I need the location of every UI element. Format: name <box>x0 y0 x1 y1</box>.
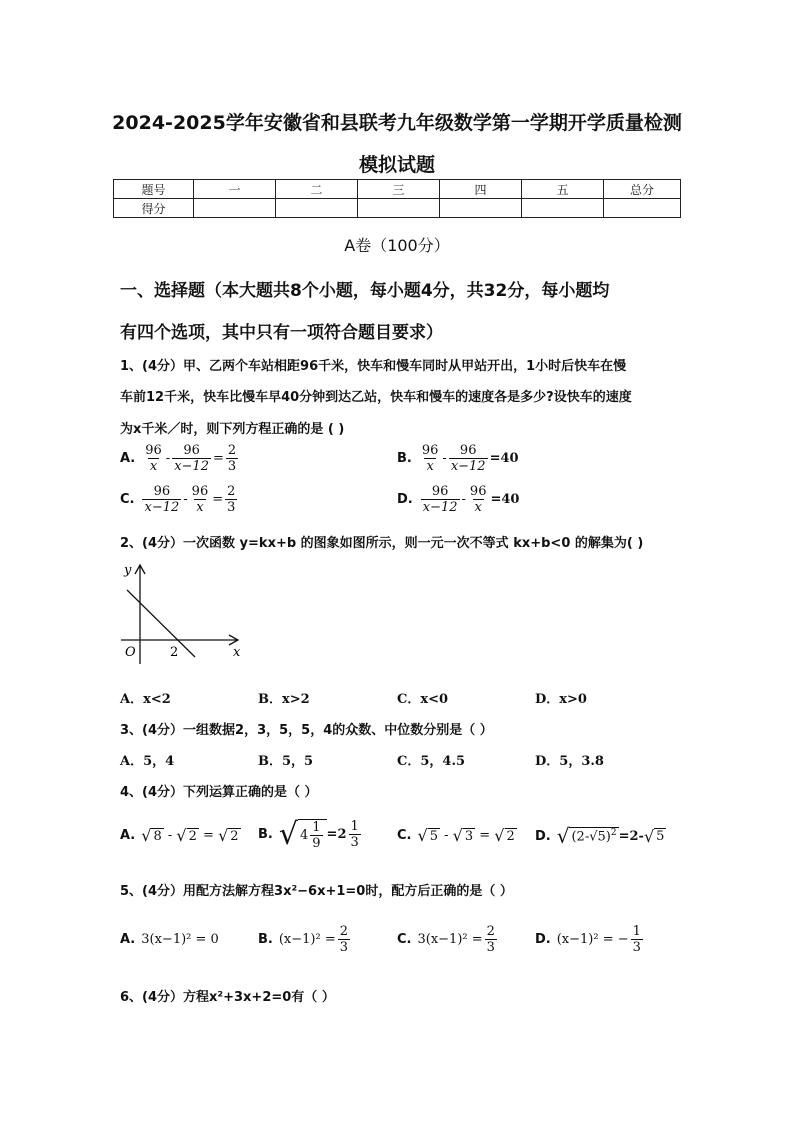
option-label: D. <box>535 932 551 947</box>
question-1-line2: 车前12千米，快车比慢车早40分钟到达乙站，快车和慢车的速度各是多少?设快车的速度 <box>120 390 632 405</box>
whole-number: 4 <box>299 827 309 843</box>
minus-sign: - <box>461 492 466 507</box>
q1-option-b[interactable] <box>397 443 519 474</box>
y-axis-label: y <box>124 563 132 578</box>
radical-sign: √ <box>278 817 298 852</box>
radicand: 2 <box>188 828 197 844</box>
radicand: 2 <box>230 828 239 844</box>
option-label: B. <box>258 827 273 842</box>
score-input-cell[interactable] <box>276 199 358 218</box>
x-axis-label: x <box>233 645 241 660</box>
option-expression: 3(x−1)² = 0 <box>141 932 219 947</box>
denominator: 3 <box>227 500 236 515</box>
fraction <box>449 443 488 474</box>
numerator: 2 <box>227 484 236 499</box>
numerator: 96 <box>421 443 439 458</box>
denominator: 3 <box>227 459 237 474</box>
function-line <box>127 590 195 657</box>
option-label: C. <box>397 932 412 947</box>
q4-option-a[interactable]: A. √ 8 - √ 2 = √ 2 <box>120 826 239 845</box>
q1-option-d[interactable] <box>397 484 519 515</box>
radicand <box>298 819 327 851</box>
q3-option-d[interactable]: D．5，3.8 <box>535 754 604 769</box>
equals-sign: = <box>212 492 224 507</box>
option-expression: (x−1)² = <box>278 932 336 947</box>
table-cell: 一 <box>194 180 276 199</box>
fraction <box>142 484 181 515</box>
option-label: D. <box>535 828 551 844</box>
q2-option-c[interactable]: C．x<0 <box>397 692 449 707</box>
score-table <box>113 179 681 218</box>
denominator: 3 <box>350 835 359 850</box>
option-expression: (x−1)² = − <box>556 932 629 947</box>
denominator: 9 <box>312 835 321 851</box>
numerator: 96 <box>459 443 477 458</box>
table-cell: 三 <box>358 180 440 199</box>
fraction <box>226 443 238 474</box>
linear-function-graph <box>115 560 250 665</box>
section-heading-cont: 有四个选项，其中只有一项符合题目要求） <box>120 323 443 343</box>
numerator: 96 <box>145 443 162 458</box>
q3-option-c[interactable]: C．5，4.5 <box>397 754 466 769</box>
q5-option-a[interactable] <box>120 932 219 947</box>
q1-option-a[interactable] <box>120 443 240 474</box>
minus-sign: - <box>442 451 447 466</box>
fraction <box>420 443 441 474</box>
radical-sign: √ <box>176 826 187 845</box>
denominator: x <box>196 500 204 515</box>
question-2: 2、(4分）一次函数 y=kx+b 的图象如图所示，则一元一次不等式 kx+b<0 的解集为( ) <box>120 536 644 551</box>
fraction <box>143 443 164 474</box>
section-a-heading: A卷（100分） <box>344 236 450 255</box>
table-cell: 四 <box>440 180 522 199</box>
q2-option-a[interactable]: A．x<2 <box>120 692 171 707</box>
question-1-line3: 为x千米／时，则下列方程正确的是 ( ) <box>120 422 345 437</box>
q5-option-b[interactable] <box>258 924 352 955</box>
fraction <box>310 820 322 851</box>
option-label: C. <box>120 492 135 507</box>
fraction <box>421 484 460 515</box>
fraction <box>349 819 361 850</box>
q1-option-c[interactable] <box>120 484 239 515</box>
table-row <box>114 180 681 199</box>
numerator: 2 <box>339 924 349 939</box>
question-4: 4、(4分）下列运算正确的是（ ） <box>120 785 318 800</box>
q4-option-b[interactable] <box>258 817 363 852</box>
page-subtitle: 模拟试题 <box>358 154 435 176</box>
radical-sign: √ <box>494 826 505 845</box>
denominator: 3 <box>339 940 349 955</box>
radical-sign: √ <box>141 826 152 845</box>
fraction <box>485 924 497 955</box>
page-title: 2024-2025学年安徽省和县联考九年级数学第一学期开学质量检测 <box>112 112 682 134</box>
denominator: 3 <box>632 940 641 955</box>
q5-option-c[interactable] <box>397 924 499 955</box>
fraction <box>468 484 489 515</box>
score-input-cell[interactable] <box>522 199 604 218</box>
radicand: 5 <box>656 829 665 844</box>
option-label: B. <box>397 451 412 466</box>
table-row <box>114 199 681 218</box>
radicand: 3 <box>464 828 474 844</box>
option-label: A. <box>120 932 136 947</box>
equals-forty: =40 <box>489 451 519 466</box>
table-cell: 五 <box>522 180 604 199</box>
denominator: x−12 <box>174 459 209 474</box>
denominator: x <box>426 459 434 474</box>
table-cell: 总分 <box>604 180 681 199</box>
fraction <box>190 484 211 515</box>
x-intercept-label: 2 <box>170 645 179 660</box>
q4-option-d[interactable] <box>535 824 666 848</box>
exponent: 2 <box>610 828 617 839</box>
radical-sign: √ <box>556 824 570 848</box>
numerator: 2 <box>227 443 237 458</box>
right-hand-side: =2- <box>618 828 644 844</box>
question-6: 6、(4分）方程x²+3x+2=0有（ ） <box>120 990 335 1005</box>
radicand-inner: (2-√5) <box>571 829 611 845</box>
equals-two: =2 <box>326 827 347 842</box>
question-1-line1: 1、(4分）甲、乙两个车站相距96千米，快车和慢车同时从甲站开出，1小时后快车在慢 <box>120 359 627 374</box>
numerator: 96 <box>153 484 171 499</box>
fraction <box>338 924 350 955</box>
numerator: 1 <box>632 924 641 939</box>
radicand: 8 <box>153 828 162 844</box>
radicand: 2 <box>506 828 515 844</box>
option-label: A. <box>120 451 136 466</box>
option-expression: 3(x−1)² = <box>417 932 483 947</box>
table-cell: 二 <box>276 180 358 199</box>
fraction <box>225 484 237 515</box>
denominator: x−12 <box>450 459 486 474</box>
question-3: 3、(4分）一组数据2，3，5，5，4的众数、中位数分别是（ ） <box>120 723 493 738</box>
score-input-cell[interactable] <box>604 199 681 218</box>
option-label: A. <box>120 828 136 843</box>
numerator: 1 <box>350 819 359 834</box>
option-label: C. <box>397 828 412 843</box>
table-cell: 得分 <box>114 199 194 218</box>
q3-option-a[interactable]: A．5，4 <box>120 754 175 769</box>
denominator: x−12 <box>422 500 458 515</box>
numerator: 2 <box>486 924 495 939</box>
radical-sign: √ <box>643 826 655 846</box>
radical-sign: √ <box>218 826 229 845</box>
numerator: 1 <box>312 819 321 835</box>
table-cell: 题号 <box>114 180 194 199</box>
denominator: x <box>474 500 482 515</box>
numerator: 96 <box>183 443 200 458</box>
q2-option-d[interactable]: D．x>0 <box>535 692 587 707</box>
question-5: 5、(4分）用配方法解方程3x²−6x+1=0时，配方后正确的是（ ） <box>120 884 513 899</box>
fraction <box>172 443 211 474</box>
score-input-cell[interactable] <box>194 199 276 218</box>
score-input-cell[interactable] <box>440 199 522 218</box>
numerator: 96 <box>431 484 449 499</box>
numerator: 96 <box>469 484 487 499</box>
minus-sign: - <box>183 492 188 507</box>
q3-option-b[interactable]: B．5，5 <box>258 754 314 769</box>
q4-option-c[interactable]: C. √ 5 - √ 3 = √ 2 <box>397 826 515 845</box>
option-label: B. <box>258 932 273 947</box>
minus-sign: - <box>165 451 171 466</box>
score-input-cell[interactable] <box>358 199 440 218</box>
radical-sign: √ <box>417 826 428 845</box>
denominator: 3 <box>486 940 495 955</box>
radical-sign: √ <box>452 826 463 845</box>
denominator: x−12 <box>144 500 180 515</box>
section-heading: 一、选择题（本大题共8个小题，每小题4分，共32分，每小题均 <box>120 281 610 301</box>
fraction <box>631 924 643 955</box>
origin-label: O <box>125 645 136 660</box>
q5-option-d[interactable] <box>535 924 645 955</box>
q2-option-b[interactable]: B．x>2 <box>258 692 310 707</box>
denominator: x <box>149 459 158 474</box>
radicand: 5 <box>429 828 438 844</box>
equals-sign: = <box>212 451 224 466</box>
numerator: 96 <box>191 484 209 499</box>
radicand <box>569 827 618 844</box>
equals-forty: =40 <box>490 492 520 507</box>
option-label: D. <box>397 492 413 507</box>
